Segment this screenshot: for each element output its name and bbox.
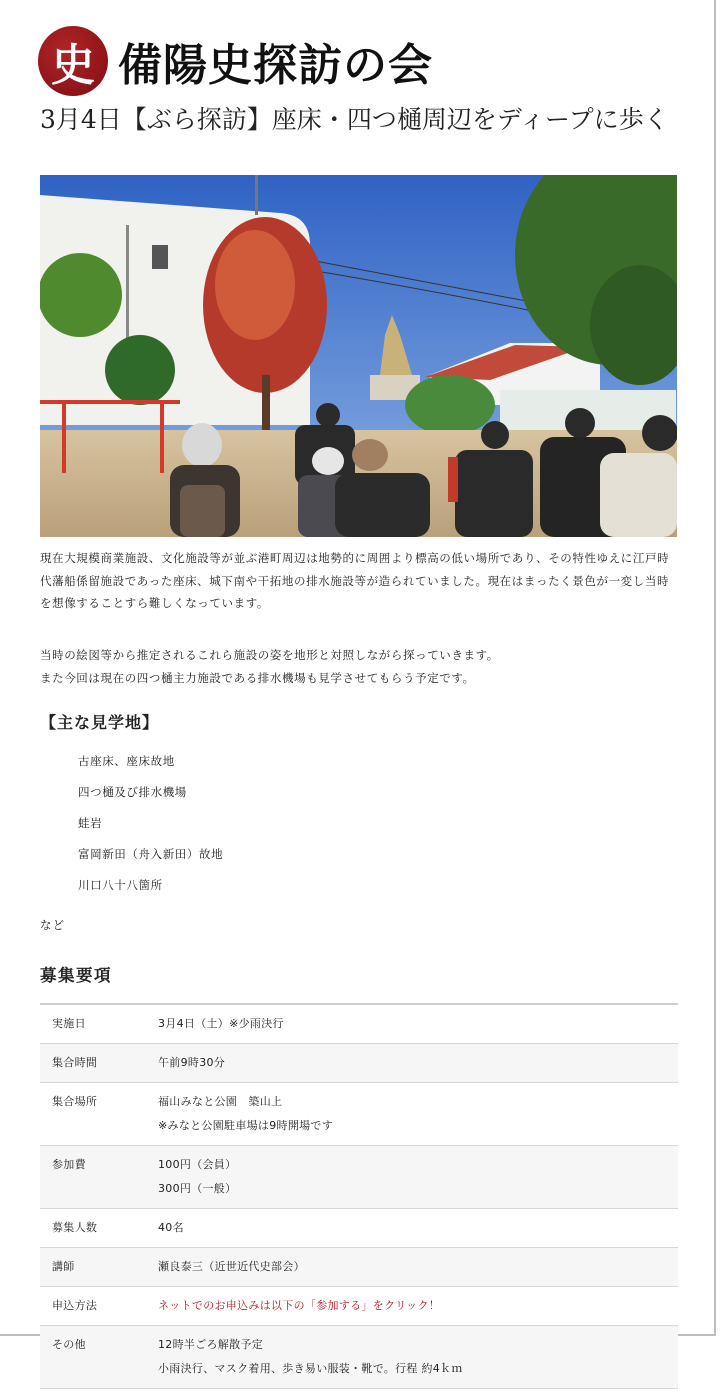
row-value-line: 福山みなと公園 築山上 xyxy=(158,1095,283,1108)
row-value-line: 40名 xyxy=(158,1221,184,1234)
site-title[interactable]: 備陽史探訪の会 xyxy=(118,40,433,91)
table-row xyxy=(40,1044,678,1083)
list-item: 四つ樋及び排水機場 xyxy=(78,785,187,799)
row-value xyxy=(146,1083,678,1146)
row-key: 講師 xyxy=(40,1248,146,1287)
post-title: 3月4日【ぶら探訪】座床・四つ樋周辺をディープに歩く xyxy=(40,105,669,134)
row-value xyxy=(146,1044,678,1083)
row-value xyxy=(146,1146,678,1209)
row-key: 募集人数 xyxy=(40,1209,146,1248)
intro-paragraph: 現在大規模商業施設、文化施設等が並ぶ港町周辺は地勢的に周囲より標高の低い場所であり、その特性ゆえに江戸時代藩船係留施設であった座床、城下南や干拓地の排水施設等が造られていました。現在はまったく景色が一変し当時を想像することすら難しくなっています。 xyxy=(40,551,670,610)
table-row xyxy=(40,1146,678,1209)
sites-heading: 【主な見学地】 xyxy=(40,713,160,732)
plan-line-1: 当時の絵図等から推定されるこれら施設の姿を地形と対照しながら探っていきます。 xyxy=(40,648,499,662)
row-value xyxy=(146,1209,678,1248)
list-item: 川口八十八箇所 xyxy=(78,878,163,892)
row-key: 集合場所 xyxy=(40,1083,146,1146)
row-key: その他 xyxy=(40,1326,146,1389)
row-value-line: 12時半ごろ解散予定 xyxy=(158,1338,263,1351)
row-value xyxy=(146,1326,678,1389)
recruit-heading: 募集要項 xyxy=(40,966,112,985)
row-value-line: 小雨決行、マスク着用、歩き易い服装・靴で。行程 約4ｋｍ xyxy=(158,1362,463,1375)
row-value xyxy=(146,1287,678,1326)
row-value-line: ※みなと公園駐車場は9時開場です xyxy=(158,1119,334,1132)
row-key: 参加費 xyxy=(40,1146,146,1209)
row-key: 集合時間 xyxy=(40,1044,146,1083)
row-value-line: 午前9時30分 xyxy=(158,1056,226,1069)
sites-etc: など xyxy=(40,918,65,932)
plan-paragraph xyxy=(40,644,676,689)
list-item: 古座床、座床故地 xyxy=(78,754,175,768)
table-row xyxy=(40,1209,678,1248)
row-value xyxy=(146,1004,678,1044)
table-row xyxy=(40,1287,678,1326)
table-row xyxy=(40,1326,678,1389)
table-row xyxy=(40,1248,678,1287)
list-item: 蛙岩 xyxy=(78,816,103,830)
row-value-line: 3月4日（土）※少雨決行 xyxy=(158,1017,284,1030)
list-item: 富岡新田（舟入新田）故地 xyxy=(78,847,224,861)
row-key: 実施日 xyxy=(40,1004,146,1044)
site-header[interactable] xyxy=(38,24,433,98)
table-row xyxy=(40,1083,678,1146)
apply-link[interactable]: ネットでのお申込みは以下の「参加する」をクリック！ xyxy=(158,1299,441,1312)
site-logo-icon[interactable] xyxy=(38,26,108,96)
plan-line-2: また今回は現在の四つ樋主力施設である排水機場も見学させてもらう予定です。 xyxy=(40,670,475,685)
row-value-line: 瀬良泰三（近世近代史部会） xyxy=(158,1260,305,1273)
logo-char: 史 xyxy=(51,40,95,91)
table-row xyxy=(40,1004,678,1044)
recruit-table xyxy=(40,1003,678,1389)
row-key: 申込方法 xyxy=(40,1287,146,1326)
event-photo xyxy=(40,175,677,537)
row-value-line: 100円（会員） xyxy=(158,1158,237,1171)
row-value-line: 300円（一般） xyxy=(158,1182,237,1195)
sites-list xyxy=(78,746,223,901)
row-value xyxy=(146,1248,678,1287)
